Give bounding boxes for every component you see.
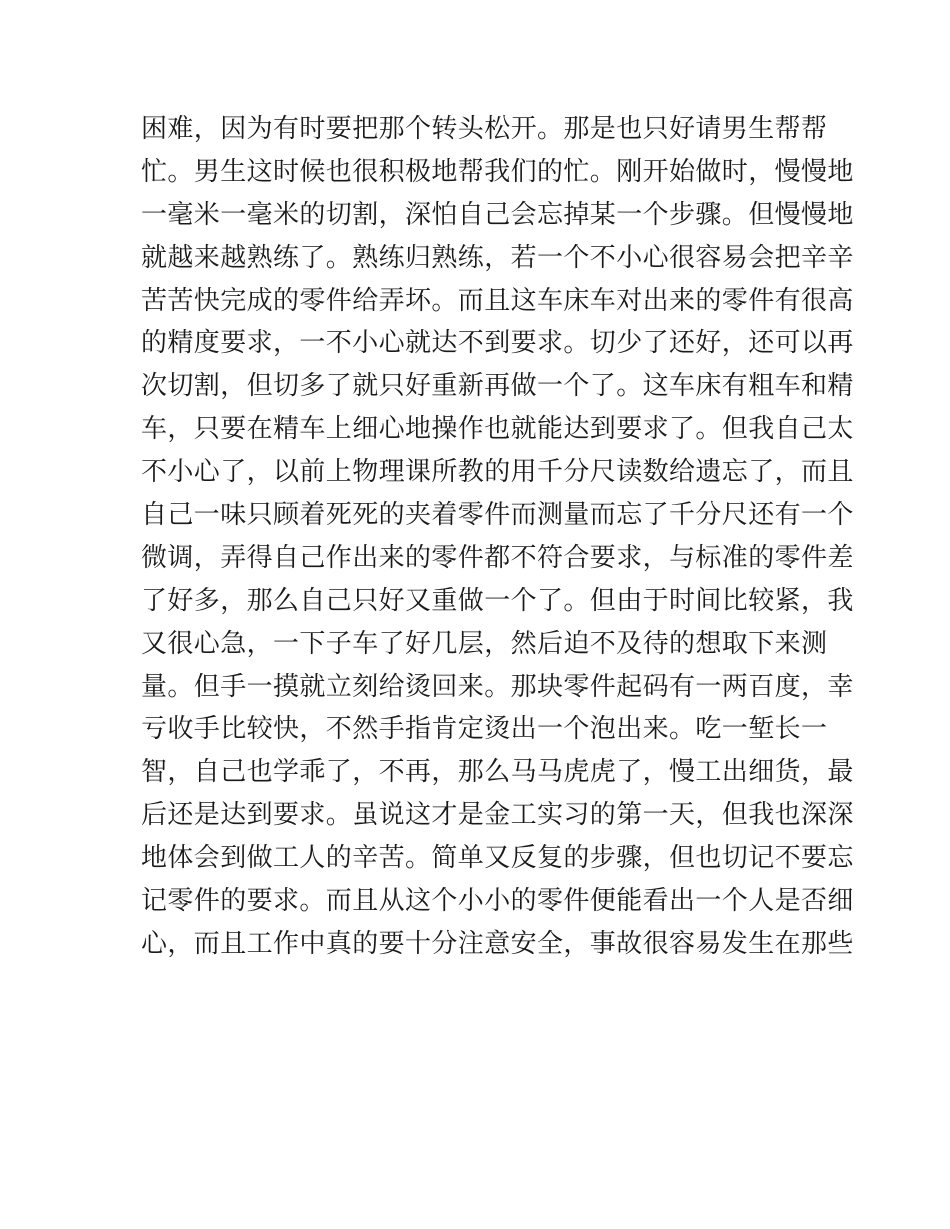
text-line-7: 次切割，但切多了就只好重新再做一个了。这车床有粗车和精 [141, 371, 854, 402]
text-line-10: 自己一味只顾着死死的夹着零件而测量而忘了千分尺还有一个 [141, 500, 854, 531]
text-line-4: 就越来越熟练了。熟练归熟练，若一个不小心很容易会把辛辛 [141, 242, 854, 273]
text-line-3: 一毫米一毫米的切割，深怕自己会忘掉某一个步骤。但慢慢地 [141, 199, 854, 230]
text-line-8: 车，只要在精车上细心地操作也就能达到要求了。但我自己太 [141, 414, 854, 445]
text-line-16: 智，自己也学乖了，不再，那么马马虎虎了，慢工出细货，最 [141, 757, 854, 788]
text-line-11: 微调，弄得自己作出来的零件都不符合要求，与标准的零件差 [141, 542, 854, 573]
text-line-17: 后还是达到要求。虽说这才是金工实习的第一天，但我也深深 [141, 800, 854, 831]
text-line-15: 亏收手比较快，不然手指肯定烫出一个泡出来。吃一堑长一 [141, 714, 828, 745]
text-line-2: 忙。男生这时候也很积极地帮我们的忙。刚开始做时，慢慢地 [141, 156, 854, 187]
text-line-12: 了好多，那么自己只好又重做一个了。但由于时间比较紧，我 [141, 585, 854, 616]
text-line-20: 心，而且工作中真的要十分注意安全，事故很容易发生在那些 [141, 928, 854, 959]
text-line-1: 困难，因为有时要把那个转头松开。那是也只好请男生帮帮 [141, 114, 828, 144]
text-line-18: 地体会到做工人的辛苦。简单又反复的步骤，但也切记不要忘 [141, 843, 854, 874]
body-paragraph [141, 108, 854, 966]
text-line-19: 记零件的要求。而且从这个小小的零件便能看出一个人是否细 [141, 886, 854, 917]
text-line-14: 量。但手一摸就立刻给烫回来。那块零件起码有一两百度，幸 [141, 671, 854, 702]
text-line-6: 的精度要求，一不小心就达不到要求。切少了还好，还可以再 [141, 328, 854, 359]
text-line-5: 苦苦快完成的零件给弄坏。而且这车床车对出来的零件有很高 [141, 285, 854, 316]
text-line-13: 又很心急，一下子车了好几层，然后迫不及待的想取下来测 [141, 628, 828, 659]
text-line-9: 不小心了，以前上物理课所教的用千分尺读数给遗忘了，而且 [141, 457, 854, 488]
